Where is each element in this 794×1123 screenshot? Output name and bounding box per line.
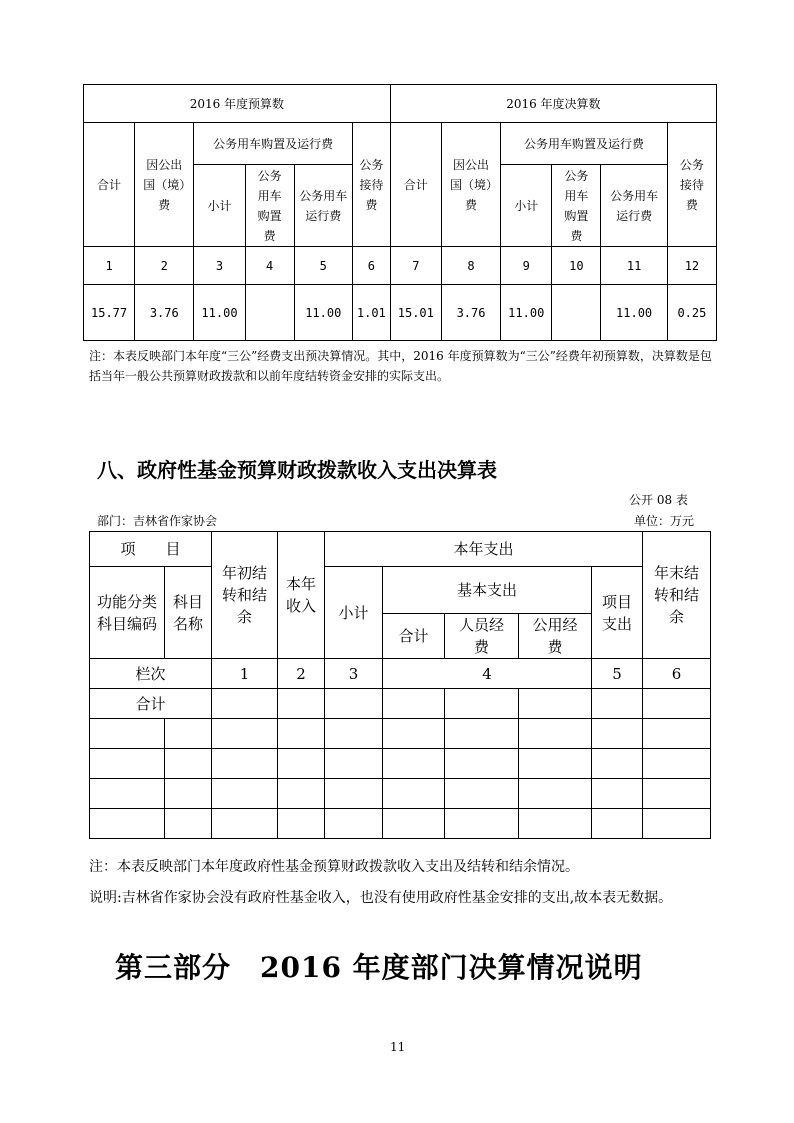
col-index: 5 <box>592 659 643 689</box>
col-index: 4 <box>383 659 592 689</box>
col-abroad: 因公出国（境）费 <box>135 123 194 247</box>
section-title: 八、政府性基金预算财政拨款收入支出决算表 <box>97 458 497 482</box>
form-code: 公开 08 表 <box>629 493 688 507</box>
col-vehicle-purchase: 公务用车购置费 <box>245 165 294 247</box>
three-public-expenses-table <box>83 84 717 341</box>
col-index: 3 <box>194 247 245 285</box>
col-index: 2 <box>135 247 194 285</box>
page-number: 11 <box>390 1040 406 1054</box>
empty-cell <box>445 689 519 719</box>
row-index-label: 栏次 <box>90 659 212 689</box>
value-cell: 11.00 <box>601 285 667 341</box>
subject-name-header: 科目名称 <box>165 567 212 659</box>
value-cell: 15.01 <box>390 285 441 341</box>
value-cell: 11.00 <box>194 285 245 341</box>
col-vehicle-group: 公务用车购置及运行费 <box>194 123 352 165</box>
empty-cell <box>643 689 711 719</box>
basic-total-header: 合计 <box>383 614 445 659</box>
part-three-heading: 第三部分 2016 年度部门决算情况说明 <box>115 951 643 984</box>
col-reception: 公务接待费 <box>352 123 390 247</box>
department-label: 部门：吉林省作家协会 <box>97 514 218 528</box>
budget-header: 2016 年度预算数 <box>84 85 391 123</box>
actual-header: 2016 年度决算数 <box>390 85 716 123</box>
expenditure-header: 本年支出 <box>325 532 643 567</box>
unit-label: 单位：万元 <box>634 514 695 528</box>
col-index: 6 <box>352 247 390 285</box>
value-cell: 0.25 <box>667 285 716 341</box>
col-vehicle-run: 公务用车运行费 <box>601 165 667 247</box>
empty-cell <box>519 689 592 719</box>
col-index: 7 <box>390 247 441 285</box>
col-reception: 公务接待费 <box>667 123 716 247</box>
col-vehicle-group: 公务用车购置及运行费 <box>501 123 668 165</box>
empty-cell <box>325 689 383 719</box>
col-index: 10 <box>552 247 601 285</box>
col-index: 5 <box>294 247 352 285</box>
project-exp-header: 项目支出 <box>592 567 643 659</box>
value-cell <box>245 285 294 341</box>
empty-cell <box>212 689 278 719</box>
subtotal-header: 小计 <box>325 567 383 659</box>
col-index: 9 <box>501 247 552 285</box>
explanation-text: 说明:吉林省作家协会没有政府性基金收入，也没有使用政府性基金安排的支出,故本表无数据。 <box>89 890 673 906</box>
col-index: 12 <box>667 247 716 285</box>
closing-balance-header: 年末结转和结余 <box>643 532 711 659</box>
func-code-header: 功能分类科目编码 <box>90 567 165 659</box>
empty-cell <box>278 689 325 719</box>
col-total: 合计 <box>390 123 441 247</box>
value-cell: 15.77 <box>84 285 135 341</box>
income-header: 本年收入 <box>278 532 325 659</box>
col-index: 4 <box>245 247 294 285</box>
value-cell <box>552 285 601 341</box>
table1-note: 注：本表反映部门本年度“三公”经费支出预决算情况。其中，2016 年度预算数为“三公”经费年初预算数，决算数是包括当年一般公共预算财政拨款和以前年度结转资金安排的实际支出。 <box>89 349 712 383</box>
value-cell: 1.01 <box>352 285 390 341</box>
item-header: 项 目 <box>90 532 212 567</box>
table-row <box>90 719 711 749</box>
value-cell: 11.00 <box>501 285 552 341</box>
empty-cell <box>592 689 643 719</box>
table-row <box>90 809 711 839</box>
basic-exp-header: 基本支出 <box>383 567 592 614</box>
col-abroad: 因公出国（境）费 <box>441 123 500 247</box>
public-exp-header: 公用经费 <box>519 614 592 659</box>
col-index: 3 <box>325 659 383 689</box>
col-subtotal: 小计 <box>194 165 245 247</box>
col-subtotal: 小计 <box>501 165 552 247</box>
value-cell: 3.76 <box>441 285 500 341</box>
empty-cell <box>383 689 445 719</box>
col-index: 6 <box>643 659 711 689</box>
opening-balance-header: 年初结转和结余 <box>212 532 278 659</box>
col-index: 8 <box>441 247 500 285</box>
table2-note: 注：本表反映部门本年度政府性基金预算财政拨款收入支出及结转和结余情况。 <box>89 859 579 875</box>
col-index: 1 <box>84 247 135 285</box>
table-row <box>90 749 711 779</box>
col-vehicle-purchase: 公务用车购置费 <box>552 165 601 247</box>
col-total: 合计 <box>84 123 135 247</box>
table-row <box>90 779 711 809</box>
personnel-header: 人员经费 <box>445 614 519 659</box>
value-cell: 3.76 <box>135 285 194 341</box>
total-row-label: 合计 <box>90 689 212 719</box>
col-index: 2 <box>278 659 325 689</box>
gov-fund-table <box>89 531 711 839</box>
col-index: 1 <box>212 659 278 689</box>
col-vehicle-run: 公务用车运行费 <box>294 165 352 247</box>
col-index: 11 <box>601 247 667 285</box>
value-cell: 11.00 <box>294 285 352 341</box>
